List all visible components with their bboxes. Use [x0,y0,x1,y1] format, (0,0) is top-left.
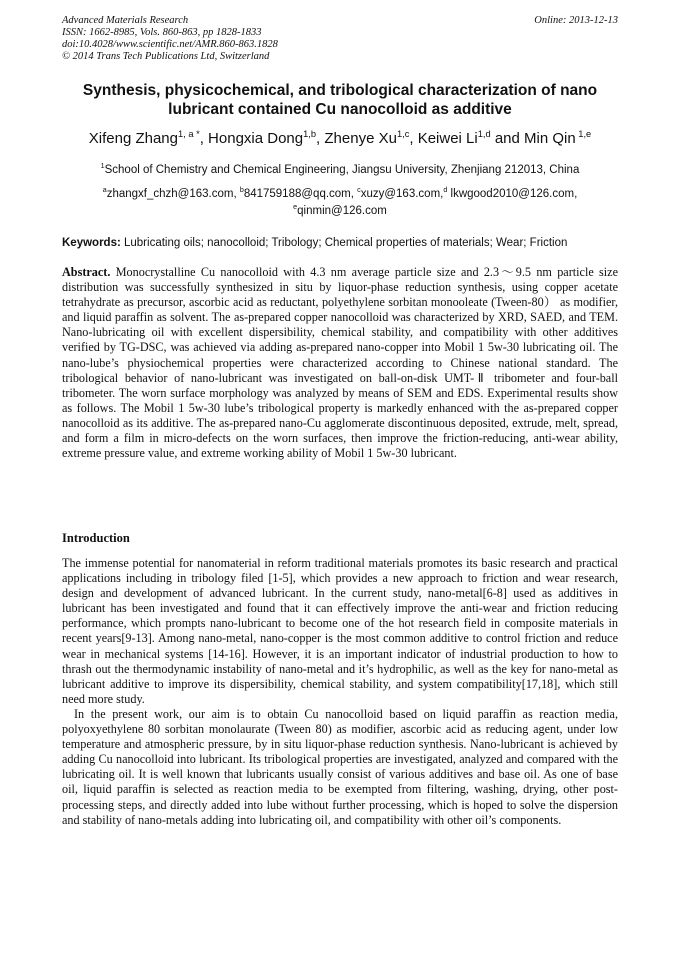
email[interactable]: $^d$ lkwgood2010@126.com, [443,186,578,200]
author: Zhenye Xu$^{1,c}$, [324,129,418,147]
abstract-text: Monocrystalline Cu nanocolloid with 4.3 nm average particle size and 2.3～9.5 nm particle size distribution was successfully synthesized in situ by liquor-phase reduction synthesis, using copper acetate tetrahydrate as precursor, ascorbic acid as reductant, polyethylene sorbitan monooleate (Tween-80） as modifier, and liquid paraffin as solvent. The as-prepared copper nanocolloid was characterized by XRD, SAED, and TEM. Nano-lubricating oil with excellent dispersibility, chemical stability, and compatibility with other additives verified by TG-DSC, was achieved via adding as-prepared nano-copper into Mobil 1 5w-30 lubricating oil. The nano-lube’s physiochemical properties were characterized according to Chinese national standard. The tribological behavior of nano-lubricant was investigated on ball-on-disk UMT-Ⅱ tribometer and four-ball tribometer. The worn surface morphology was analyzed by means of SEM and EDS. Experimental results show as follows. The Mobil 1 5w-30 lube’s tribological property is markedly enhanced with the as-prepared copper nanocolloid as its additive. The as-prepared nano-Cu agglomerate discontinuous deposited, extrude, melt, spread, and form a film in micro-defects on the worn surfaces, then improve the friction-reducing, anti-wear ability, extreme pressure value, and extreme working ability of Mobil 1 5w-30 lubricant. [62,265,618,461]
paragraph: In the present work, our aim is to obtain Cu nanocolloid based on liquid paraffin as reaction media, polyoxyethylene 80 sorbitan monolaurate (Tween 80) as modifier, ascorbic acid as reducing agent, under low temperature and atmospheric pressure, by in situ liquor-phase reduction synthesis. Nano-lubricant is achieved by adding Cu nanocolloid into lubricant. Its tribological properties are investigated, analyzed and compared with the lubricating oil. It is well known that lubricants usually consist of various additives and base oil. As one of base oil, liquid paraffin is selected as reaction media to be exempted from filtering, washing, drying, other post-processing steps, and directly added into lube without further processing, which is hoped to solve the dispersion and stability of nano-metals adding into lubricating oil, and compatibility with other oil’s components. [62,706,618,827]
author: Hongxia Dong$^{1,b}$, [208,129,325,147]
author: Min Qin $^{1,e}$ [524,129,592,147]
email[interactable]: $^c$xuzy@163.com, [357,186,444,200]
doi-line: doi:10.4028/www.scientific.net/AMR.860-863.1828 [62,39,278,50]
author: Keiwei Li$^{1,d}$ and [417,129,525,147]
affiliation: $^1$School of Chemistry and Chemical Engineering, Jiangsu University, Zhenjiang 212013, China [100,162,580,176]
issn-line: ISSN: 1662-8985, Vols. 860-863, pp 1828-1833 [62,27,262,38]
author-emails [62,186,618,220]
email[interactable]: $^e$qinmin@126.com [293,203,387,217]
email[interactable]: $^b$841759188@qq.com, [239,186,358,200]
author: Xifeng Zhang$^{1, a *}$, [88,129,209,147]
journal-name: Advanced Materials Research [62,15,189,26]
abstract [62,265,618,461]
paper-title: Synthesis, physicochemical, and tribological characterization of nano lubricant contained Cu nanocolloid as additive [82,82,598,118]
copyright-line: © 2014 Trans Tech Publications Ltd, Switzerland [62,51,270,62]
abstract-label: Abstract. [62,265,111,279]
introduction-body [62,556,618,828]
paragraph: The immense potential for nanomaterial in reform traditional materials promotes its basic research and practical applications including in tribology filed [1-5], which provides a new approach to friction and wear research, design and development of advanced lubricant. In the current study, nano-metal[6-8] used as additives in lubricant has been investigated and found that it can effectively improve the anti-wear and friction reducing performance, which prompts nano-lubricant to become one of the hot research field in composite materials in recent years[9-13]. Among nano-metal, nano-copper is the most common additive to control friction and reduce wear in mechanical systems [14-16]. However, it is an important indicator of industrial production to how to thrash out the thermodynamic instability of nano-metal and it’s hydrophilic, as well as the key for nano-metal as lubricant additive to improve its dispersibility, chemical stability, and system compatibility[17,18], which still need more study. [62,556,618,706]
section-heading-introduction: Introduction [62,531,130,545]
keywords [62,235,618,251]
keywords-label: Keywords: [62,237,121,249]
keywords-text: Lubricating oils; nanocolloid; Tribology; Chemical properties of materials; Wear; Friction [120,237,568,249]
online-date: Online: 2013-12-13 [534,15,618,26]
journal-header [62,15,618,63]
email[interactable]: $^a$zhangxf_chzh@163.com, [102,186,240,200]
author-list [40,129,640,149]
